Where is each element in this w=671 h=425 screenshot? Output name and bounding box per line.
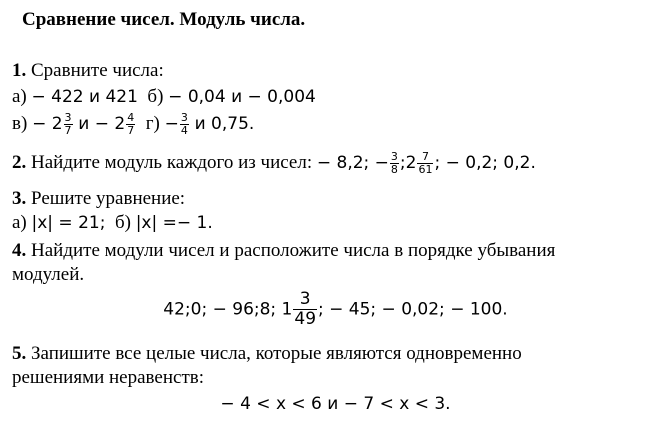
task-2-fraction-2: $\frac{7}{61}$ <box>418 150 433 176</box>
task-5-inequalities: − 4 < x < 6 и − 7 < x < 3. <box>220 394 451 414</box>
task-3-b-math: |x| =− 1. <box>135 213 213 233</box>
task-1-number: 1. <box>12 60 27 81</box>
task-5-number: 5. <box>12 343 27 364</box>
task-3-a-label: а) <box>12 212 27 233</box>
page-title: Сравнение чисел. Модуль числа. <box>22 9 306 30</box>
task-1-v-label: в) <box>12 112 28 134</box>
task-1-b-label: б) <box>147 86 164 107</box>
task-1-v-pre: − 2 <box>32 113 63 134</box>
task-5-heading <box>12 343 522 365</box>
task-3-b-label: б) <box>114 212 131 233</box>
task-2-m3: ; − 0,2; 0,2. <box>434 152 536 173</box>
task-4-heading <box>12 240 555 262</box>
task-1-a-math: − 422 и 421 <box>31 87 138 107</box>
task-1-g-pre: − <box>164 113 179 134</box>
task-1-line-v-g <box>12 112 254 137</box>
task-4-fraction: $\frac{3}{49}$ <box>294 289 317 329</box>
task-1-v-mid: и − 2 <box>78 113 126 134</box>
task-1-v-fraction-2: $\frac{4}{7}$ <box>127 111 135 137</box>
task-1-g-post: и 0,75. <box>194 113 255 134</box>
task-1-heading <box>12 60 164 82</box>
task-4-m1: 42;0; − 96;8; 1 <box>163 299 293 320</box>
task-2-m2: ;2 <box>399 152 417 173</box>
task-2-fraction-1: $\frac{3}{8}$ <box>390 150 398 176</box>
task-4-number: 4. <box>12 240 27 261</box>
task-3-a-math: |x| = 21; <box>31 213 106 233</box>
task-1-v-fraction-1: $\frac{3}{7}$ <box>64 111 72 137</box>
task-2-line <box>12 151 536 176</box>
task-1-g-fraction: $\frac{3}{4}$ <box>180 111 188 137</box>
task-3-number: 3. <box>12 188 27 209</box>
task-1-b-math: − 0,04 и − 0,004 <box>168 87 316 107</box>
task-1-a-label: а) <box>12 86 27 107</box>
task-1-text: Сравните числа: <box>31 60 164 81</box>
task-2-m1: − 8,2; − <box>316 152 389 173</box>
task-5-text-2: решениями неравенств: <box>12 367 204 388</box>
task-3-text: Решите уравнение: <box>31 188 186 209</box>
task-4-text-1: Найдите модули чисел и расположите числа в порядке убывания <box>31 240 556 261</box>
task-2-text: Найдите модуль каждого из чисел: <box>31 151 313 173</box>
task-3-equations <box>12 212 213 234</box>
task-5-text-1: Запишите все целые числа, которые являются одновременно <box>31 343 522 364</box>
task-4-m2: ; − 45; − 0,02; − 100. <box>318 299 508 320</box>
task-3-heading <box>12 188 185 210</box>
task-1-g-label: г) <box>145 112 160 134</box>
task-4-text-2: модулей. <box>12 264 85 285</box>
task-2-number: 2. <box>12 151 27 173</box>
task-1-line-a-b <box>12 86 316 108</box>
task-4-numbers <box>0 290 671 329</box>
